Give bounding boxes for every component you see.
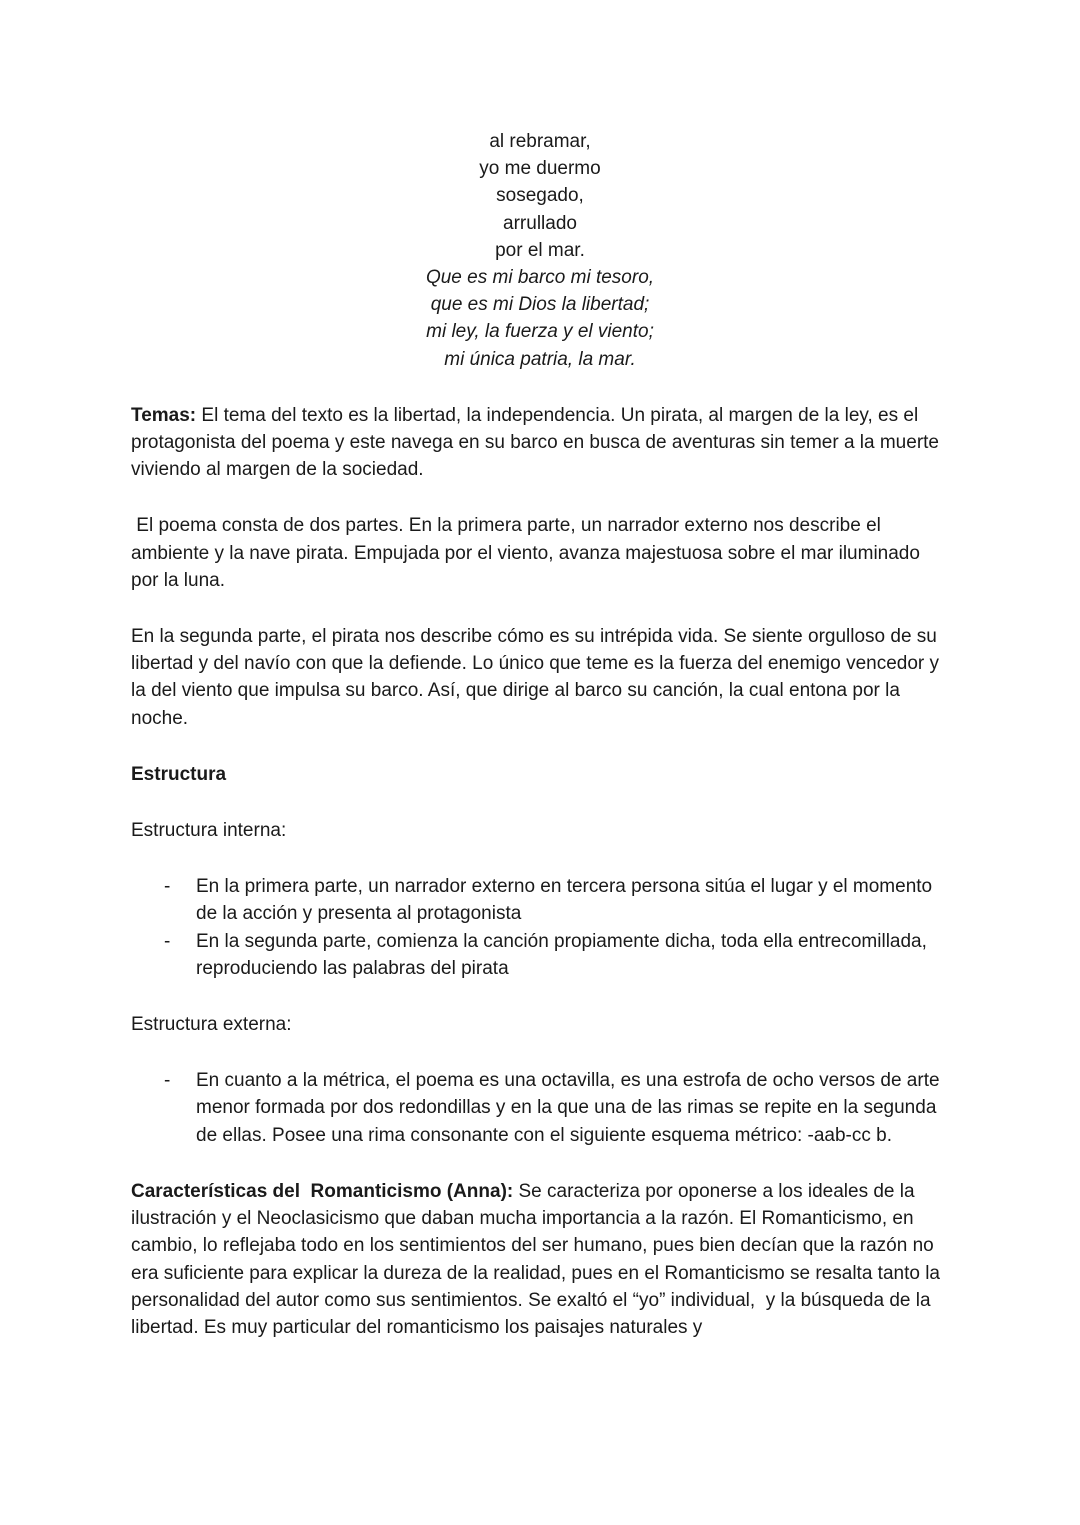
list-item: [131, 873, 949, 927]
list-item: [131, 1067, 949, 1149]
partes-text: El poema consta de dos partes. En la primera parte, un narrador externo nos describe el ambiente y la nave pirata. Empujada por el viento, avanza majestuosa sobre el mar iluminado por la luna.: [131, 515, 926, 591]
spacer: [131, 732, 949, 761]
list-item-text: En la segunda parte, comienza la canción propiamente dicha, toda ella entrecomillada, reproduciendo las palabras del pirata: [196, 930, 927, 979]
estructura-externa-label: Estructura externa:: [131, 1014, 292, 1036]
poem-line: sosegado,: [496, 185, 584, 207]
spacer: [131, 373, 949, 402]
poem-refrain-line: Que es mi barco mi tesoro,: [425, 267, 655, 289]
estructura-heading-text: Estructura: [131, 763, 227, 785]
poem-refrain-line: mi ley, la fuerza y el viento;: [426, 321, 654, 343]
dash-bullet: -: [164, 1070, 171, 1092]
romanticismo-label: Características del Romanticismo (Anna):: [131, 1180, 514, 1202]
poem-refrain-line: mi única patria, la mar.: [444, 348, 636, 370]
poem-line: yo me duermo: [479, 158, 601, 180]
list-item: [131, 928, 949, 982]
poem-line: al rebramar,: [489, 131, 591, 152]
spacer: [131, 1038, 949, 1067]
temas-text: El tema del texto es la libertad, la independencia. Un pirata, al margen de la ley, es el protagonista del poema y este navega en su barco en busca de aventuras sin temer a la muerte viviendo al margen de la sociedad.: [131, 404, 939, 481]
estructura-externa-list: [131, 1067, 949, 1149]
poem-excerpt: [131, 128, 949, 373]
partes-paragraph: [131, 512, 949, 594]
spacer: [131, 788, 949, 817]
estructura-interna-list: [131, 873, 949, 982]
spacer: [131, 844, 949, 873]
segunda-parte-paragraph: En la segunda parte, el pirata nos describe cómo es su intrépida vida. Se siente orgulloso de su libertad y del navío con que la defiende. Lo único que teme es la fuerza del enemigo vencedor y la del viento que impulsa su barco. Así, que dirige al barco su canción, la cual entona por la noche.: [131, 626, 940, 729]
poem-line: arrullado: [503, 212, 577, 234]
spacer: [131, 483, 949, 512]
dash-bullet: -: [164, 876, 171, 898]
spacer: [131, 594, 949, 623]
dash-bullet: -: [164, 930, 171, 952]
document-page: [131, 128, 949, 1341]
temas-paragraph: [131, 402, 949, 484]
list-item-text: En la primera parte, un narrador externo en tercera persona sitúa el lugar y el momento de la acción y presenta al protagonista: [196, 876, 933, 925]
romanticismo-text: Se caracteriza por oponerse a los ideales de la ilustración y el Neoclasicismo que daban mucha importancia a la razón. El Romanticismo, en cambio, lo reflejaba todo en los sentimientos del ser humano, pues bien decían que la razón no era suficiente para explicar la dureza de la realidad, pues en el Romanticismo se resalta tanto la personalidad del autor como sus sentimientos. Se exaltó el “yo” individual, y la búsqueda de la libertad. Es muy particular del romanticismo los paisajes naturales y: [131, 1180, 946, 1338]
list-item-text: En cuanto a la métrica, el poema es una octavilla, es una estrofa de ocho versos de arte menor formada por dos redondillas y en la que una de las rimas se repite en la segunda de ellas. Posee una rima consonante con el siguiente esquema métrico: -aab-cc b.: [196, 1070, 940, 1146]
estructura-interna-label: Estructura interna:: [131, 820, 287, 842]
poem-refrain-line: que es mi Dios la libertad;: [430, 294, 650, 316]
spacer: [131, 982, 949, 1011]
estructura-heading: [131, 761, 949, 788]
temas-label: Temas:: [131, 404, 197, 426]
romanticismo-paragraph: [131, 1178, 949, 1341]
spacer: [131, 1149, 949, 1178]
poem-line: por el mar.: [495, 239, 585, 261]
